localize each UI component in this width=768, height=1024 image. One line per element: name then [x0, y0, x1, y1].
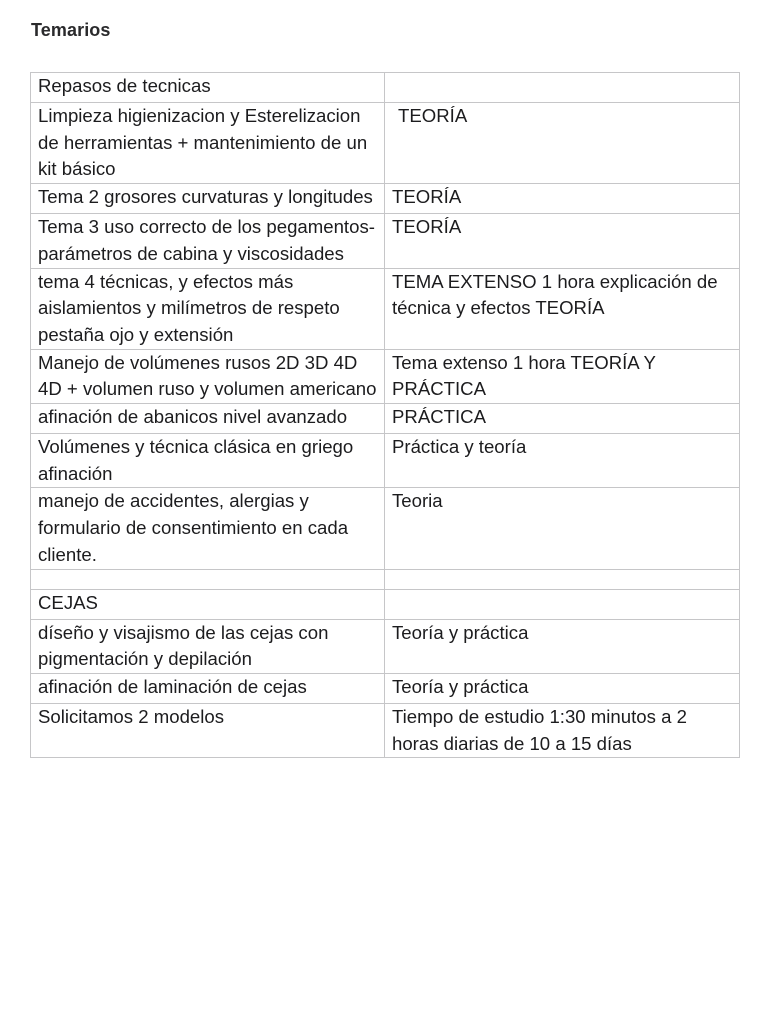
- topic-text: Manejo de volúmenes rusos 2D 3D 4D 4D + volumen ruso y volumen americano: [38, 351, 377, 400]
- topic-cell: [31, 703, 385, 757]
- table-row: [31, 268, 740, 349]
- topic-text: tema 4 técnicas, y efectos más aislamientos y milímetros de respeto pestaña ojo y extensión: [38, 270, 340, 345]
- topic-text: afinación de abanicos nivel avanzado: [38, 406, 348, 428]
- table-row: [31, 703, 740, 757]
- topic-cell: [31, 619, 385, 673]
- mode-text: Teoría y práctica: [392, 621, 529, 643]
- mode-text: TEORÍA: [392, 216, 462, 238]
- topic-cell: [31, 404, 385, 434]
- mode-cell: [385, 103, 740, 184]
- mode-cell: [385, 73, 740, 103]
- table-row: [31, 434, 740, 488]
- mode-text: Teoria: [392, 490, 443, 512]
- topic-text: manejo de accidentes, alergias y formulario de consentimiento en cada cliente.: [38, 490, 349, 565]
- mode-cell: [385, 619, 740, 673]
- topic-cell: [31, 73, 385, 103]
- table-row: [31, 404, 740, 434]
- table-row: [31, 619, 740, 673]
- mode-cell: [385, 673, 740, 703]
- mode-cell: [385, 184, 740, 214]
- topic-text: Volúmenes y técnica clásica en griego afinación: [38, 436, 354, 484]
- table-row: [31, 214, 740, 268]
- table-row: [31, 673, 740, 703]
- syllabus-table: [30, 72, 740, 758]
- topic-cell: [31, 569, 385, 589]
- table-row: [31, 73, 740, 103]
- section-header-row: [31, 589, 740, 619]
- topic-text: Solicitamos 2 modelos: [38, 705, 225, 727]
- mode-text: TEORÍA: [392, 186, 462, 208]
- topic-text: Repasos de tecnicas: [38, 75, 211, 96]
- topic-cell: [31, 434, 385, 488]
- mode-text: TEMA EXTENSO 1 hora explicación de técnica y efectos TEORÍA: [392, 270, 718, 319]
- topic-text: Limpieza higienizacion y Esterelizacion de herramientas + mantenimiento de un kit básico: [38, 105, 368, 180]
- mode-cell: [385, 268, 740, 349]
- table-row: [31, 103, 740, 184]
- mode-cell: [385, 703, 740, 757]
- mode-text: Teoría y práctica: [392, 675, 529, 697]
- mode-cell: [385, 214, 740, 268]
- mode-cell: [385, 404, 740, 434]
- topic-text: díseño y visajismo de las cejas con pigmentación y depilación: [38, 621, 329, 670]
- mode-text: Tiempo de estudio 1:30 minutos a 2 horas diarias de 10 a 15 días: [392, 705, 687, 754]
- topic-cell: [31, 589, 385, 619]
- table-row-empty: [31, 569, 740, 589]
- mode-cell: [385, 589, 740, 619]
- mode-cell: [385, 349, 740, 403]
- topic-text: Tema 3 uso correcto de los pegamentos- parámetros de cabina y viscosidades: [38, 216, 375, 264]
- section-heading: CEJAS: [38, 591, 98, 613]
- topic-text: afinación de laminación de cejas: [38, 675, 307, 697]
- mode-text: Práctica y teoría: [392, 436, 527, 458]
- table-row: [31, 184, 740, 214]
- topic-cell: [31, 214, 385, 268]
- mode-text: TEORÍA: [398, 105, 468, 126]
- topic-cell: [31, 268, 385, 349]
- mode-cell: [385, 488, 740, 569]
- topic-cell: [31, 488, 385, 569]
- table-row: [31, 488, 740, 569]
- topic-cell: [31, 349, 385, 403]
- topic-cell: [31, 673, 385, 703]
- topic-cell: [31, 103, 385, 184]
- topic-cell: [31, 184, 385, 214]
- mode-cell: [385, 569, 740, 589]
- mode-text: Tema extenso 1 hora TEORÍA Y PRÁCTICA: [392, 351, 656, 400]
- mode-text: PRÁCTICA: [392, 406, 487, 428]
- table-row: [31, 349, 740, 403]
- page-title: Temarios: [31, 20, 111, 40]
- topic-text: Tema 2 grosores curvaturas y longitudes: [38, 186, 373, 208]
- mode-cell: [385, 434, 740, 488]
